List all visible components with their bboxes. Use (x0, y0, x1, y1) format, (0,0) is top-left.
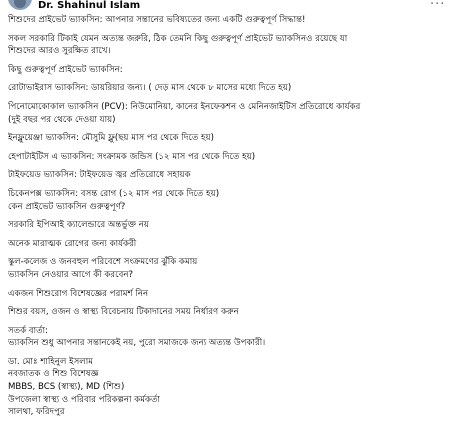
post-line: ভ্যাকসিন নেওয়ার আগে কী করবেন? (8, 269, 134, 280)
post-line: রোটাভাইরাস ভ্যাকসিন: ডায়রিয়ার জন্য। ( দেড় মাস থেকে ৮ মাসের মধ্যে দিতে হয়) (8, 83, 292, 94)
post-line: (দুই বছর পর থেকে দেওয়া যায়) (8, 114, 116, 125)
post-line: নবজাতক ও শিশু বিশেষজ্ঞ (8, 369, 99, 380)
post-line: সতর্ক বার্তা: (8, 325, 48, 336)
post-line: শিশুর বয়স, ওজন ও স্বাস্থ্য বিবেচনায় টিকাদানের সময় নির্ধারণ করুন (8, 307, 239, 318)
post-line: পিনোমোকোকাল ভ্যাকসিন (PCV): নিউমোনিয়া, কানের ইনফেকশন ও মেনিনজাইটিস প্রতিরোধে কার্যকর (8, 101, 361, 112)
post-line: কিছু গুরুত্বপূর্ণ প্রাইভেট ভ্যাকসিন: (8, 64, 123, 75)
post-line: শিশুদের আরও সুরক্ষিত রাখে। (8, 46, 111, 57)
post-line: MBBS, BCS (স্বাস্থ্য), MD (শিশু) (8, 382, 125, 393)
author-avatar[interactable] (8, 0, 32, 10)
post-line: সালথা, ফরিদপুর (8, 407, 65, 418)
post-line: ইনফ্লুয়েঞ্জা ভ্যাকসিন: মৌসুমি ফ্লু(ছয় মাস পর থেকে দিতে হয়) (8, 133, 214, 144)
post-line: ডা. মোঃ শাহিনুল ইসলাম (8, 356, 93, 367)
post-line: সরকারি ইপিআই ক্যালেন্ডারে অন্তর্ভুক্ত নয় (8, 220, 149, 231)
post-line: অনেক মারাত্মক রোগের জন্য কার্যকরী (8, 238, 137, 249)
post-header (0, 0, 460, 14)
post-body (8, 14, 456, 419)
post-line: টাইফয়েড ভ্যাকসিন: টাইফয়েড জ্বর প্রতিরোধে সহায়ক (8, 170, 191, 181)
post-line: হেপাটাইটিস এ ভ্যাকসিন: সংক্রামক জন্ডিস (১২ মাস পর থেকে দিতে হয়) (8, 151, 256, 162)
post-line: একজন শিশুরোগ বিশেষজ্ঞের পরামর্শ নিন (8, 288, 149, 299)
author-name[interactable]: Dr. Shahinul Islam (38, 0, 141, 11)
post-line: চিকেনপক্স ভ্যাকসিন: বসন্ত রোগ (১২ মাস পর থেকে দিতে হয়) (8, 188, 220, 199)
post-line: স্কুল-কলেজ ও জনবহুল পরিবেশে সংক্রমণের ঝুঁকি কমায় (8, 257, 198, 268)
post-line: সকল সরকারি টিকাই যেমন অত্যন্ত জরুরি, ঠিক তেমনি কিছু গুরুত্বপূর্ণ প্রাইভেট ভ্যাকসিনও রয়েছে যা (8, 33, 348, 44)
post-line: উপজেলা স্বাস্থ্য ও পরিবার পরিকল্পনা কর্মকর্তা (8, 394, 160, 405)
more-options-icon[interactable]: ··· (430, 0, 446, 12)
post-line: শিশুদের প্রাইভেট ভ্যাকসিন: আপনার সন্তানের ভবিষ্যতের জন্য একটি গুরুত্বপূর্ণ সিদ্ধান্ত! (8, 15, 306, 25)
post-line: কেন প্রাইভেট ভ্যাকসিন গুরুত্বপূর্ণ? (8, 201, 126, 212)
post-line: ভ্যাকসিন শুধু আপনার সন্তানকেই নয়, পুরো সমাজকে জন্য অত্যন্ত উপকারী। (8, 338, 266, 349)
